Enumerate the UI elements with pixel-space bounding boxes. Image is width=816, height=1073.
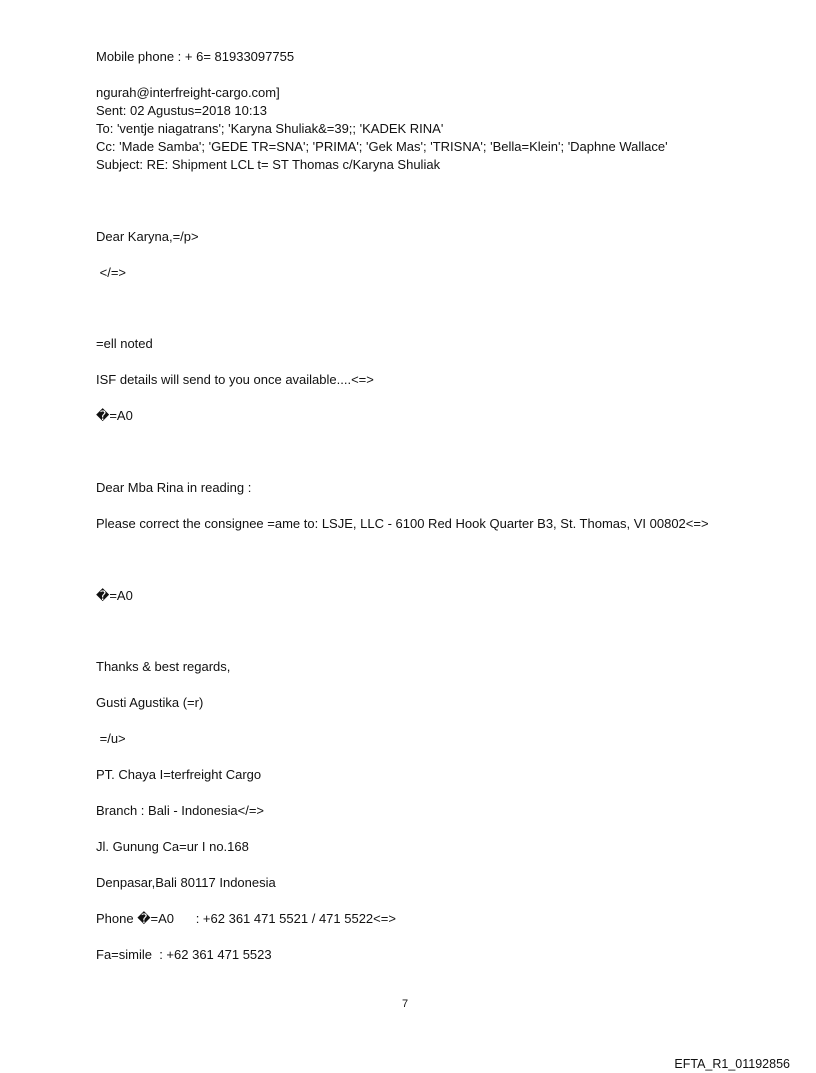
mobile-phone-line: Mobile phone : + 6= 81933097755 [96,49,295,64]
street-address: Jl. Gunung Ca=ur I no.168 [96,839,249,854]
to-line: To: 'ventje niagatrans'; 'Karyna Shuliak&=39;; 'KADEK RINA' [96,121,444,136]
stray-tag: =/u> [96,731,126,746]
phone-line: Phone �=A0 : +62 361 471 5521 / 471 5522<=> [96,911,396,926]
city-address: Denpasar,Bali 80117 Indonesia [96,875,276,890]
closing-line: Thanks & best regards, [96,659,231,674]
dear-rina-line: Dear Mba Rina in reading : [96,480,252,495]
blank-char-line: �=A0 [96,408,133,423]
bates-number: EFTA_R1_01192856 [674,1057,790,1071]
greeting: Dear Karyna,=/p> [96,229,199,244]
page-number: 7 [402,998,409,1010]
isf-line: ISF details will send to you once available....<=> [96,372,374,387]
from-line: ngurah@interfreight-cargo.com] [96,85,280,100]
company-name: PT. Chaya I=terfreight Cargo [96,767,262,782]
blank-char-line: �=A0 [96,588,133,603]
stray-tag: </=> [96,265,126,280]
branch-line: Branch : Bali - Indonesia</=> [96,803,265,818]
consignee-correction-line: Please correct the consignee =ame to: LSJE, LLC - 6100 Red Hook Quarter B3, St. Thomas, VI 00802<=> [96,516,709,531]
cc-line: Cc: 'Made Samba'; 'GEDE TR=SNA'; 'PRIMA'; 'Gek Mas'; 'TRISNA'; 'Bella=Klein'; 'Daphne Wallace' [96,139,668,154]
fax-line: Fa=simile : +62 361 471 5523 [96,947,272,962]
sent-line: Sent: 02 Agustus=2018 10:13 [96,103,267,118]
sender-name: Gusti Agustika (=r) [96,695,204,710]
well-noted-line: =ell noted [96,336,153,351]
subject-line: Subject: RE: Shipment LCL t= ST Thomas c/Karyna Shuliak [96,157,441,172]
